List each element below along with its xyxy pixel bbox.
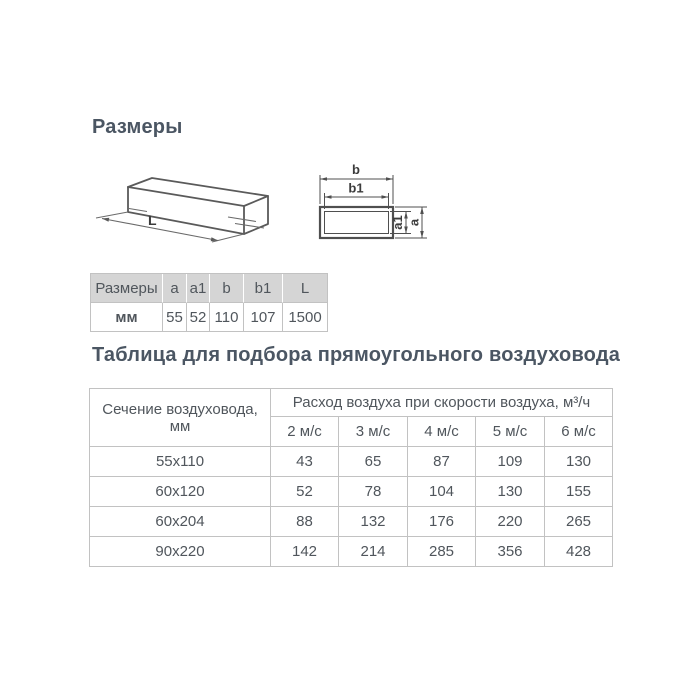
dimension-value-cell: 52: [187, 303, 210, 331]
unit-label-cell: мм: [91, 303, 163, 331]
dimension-value-cell: 55: [163, 303, 187, 331]
flow-value-cell: 65: [339, 447, 408, 477]
dimensions-header-cell: L: [283, 274, 327, 303]
duct-right-end-cap: [244, 196, 268, 234]
dimensions-header-cell: a: [163, 274, 187, 303]
inner-height-label: a1: [390, 215, 405, 230]
flow-value-cell: 43: [271, 447, 339, 477]
speed-header-cell: 4 м/с: [408, 417, 476, 447]
length-arrow-right: [211, 237, 218, 241]
length-extension-line-left: [96, 212, 128, 218]
length-label: L: [148, 212, 157, 228]
dimensions-value-row: [91, 303, 327, 331]
length-arrow-left: [102, 218, 109, 222]
flow-value-cell: 88: [271, 507, 339, 537]
a-arrow-bottom: [420, 231, 424, 238]
duct-inner-wall-line: [129, 209, 147, 212]
b1-arrow-right: [382, 195, 389, 199]
flow-value-cell: 87: [408, 447, 476, 477]
outer-height-label: a: [406, 218, 422, 227]
flow-value-cell: 52: [271, 477, 339, 507]
flow-value-cell: 130: [476, 477, 545, 507]
inner-width-label: b1: [348, 180, 364, 196]
table-row: [90, 447, 613, 477]
sizes-heading: Размеры: [92, 116, 183, 138]
table-row: [90, 507, 613, 537]
flow-group-header: Расход воздуха при скорости воздуха, м³/ч: [271, 389, 613, 417]
duct-inner-far-edge-2: [235, 224, 264, 229]
dimensions-header-cell: Размеры: [91, 274, 163, 303]
selection-table-heading: Таблица для подбора прямоугольного воздуховода: [92, 344, 621, 366]
table-row: [90, 537, 613, 567]
section-column-header: Сечение воздуховода, мм: [90, 389, 271, 447]
flow-value-cell: 428: [545, 537, 613, 567]
flow-value-cell: 109: [476, 447, 545, 477]
flow-value-cell: 265: [545, 507, 613, 537]
dimension-value-cell: 1500: [283, 303, 327, 331]
dimensions-header-cell: b1: [244, 274, 283, 303]
outer-width-label: b: [352, 162, 360, 177]
dimensions-table: [90, 273, 328, 332]
speed-header-cell: 3 м/с: [339, 417, 408, 447]
speed-header-cell: 2 м/с: [271, 417, 339, 447]
flow-value-cell: 142: [271, 537, 339, 567]
flow-value-cell: 356: [476, 537, 545, 567]
inner-wall-rect: [325, 212, 389, 234]
flow-header-row: [90, 389, 613, 417]
speed-header-cell: 5 м/с: [476, 417, 545, 447]
duct-top-back-edges: [128, 178, 268, 196]
flow-value-cell: 130: [545, 447, 613, 477]
section-cell: 90x220: [90, 537, 271, 567]
length-dimension-line: [102, 219, 218, 241]
section-cell: 60x120: [90, 477, 271, 507]
b1-arrow-left: [325, 195, 332, 199]
flow-value-cell: 78: [339, 477, 408, 507]
flow-value-cell: 132: [339, 507, 408, 537]
flow-value-cell: 176: [408, 507, 476, 537]
dimensions-header-row: [91, 274, 327, 303]
section-cell: 55x110: [90, 447, 271, 477]
duct-inner-far-edge-1: [228, 217, 256, 222]
b-arrow-left: [320, 177, 327, 181]
duct-cross-section-diagram: [316, 158, 441, 263]
dimension-value-cell: 107: [244, 303, 283, 331]
speed-header-cell: 6 м/с: [545, 417, 613, 447]
flow-value-cell: 104: [408, 477, 476, 507]
duct-selection-table: [89, 388, 613, 567]
dimensions-header-cell: b: [210, 274, 244, 303]
table-row: [90, 477, 613, 507]
dimension-value-cell: 110: [210, 303, 244, 331]
flow-value-cell: 285: [408, 537, 476, 567]
flow-value-cell: 155: [545, 477, 613, 507]
dimensions-header-cell: a1: [187, 274, 210, 303]
a-arrow-top: [420, 207, 424, 214]
section-cell: 60x204: [90, 507, 271, 537]
flow-value-cell: 220: [476, 507, 545, 537]
duct-3d-diagram: [88, 162, 313, 267]
b-arrow-right: [386, 177, 393, 181]
flow-value-cell: 214: [339, 537, 408, 567]
